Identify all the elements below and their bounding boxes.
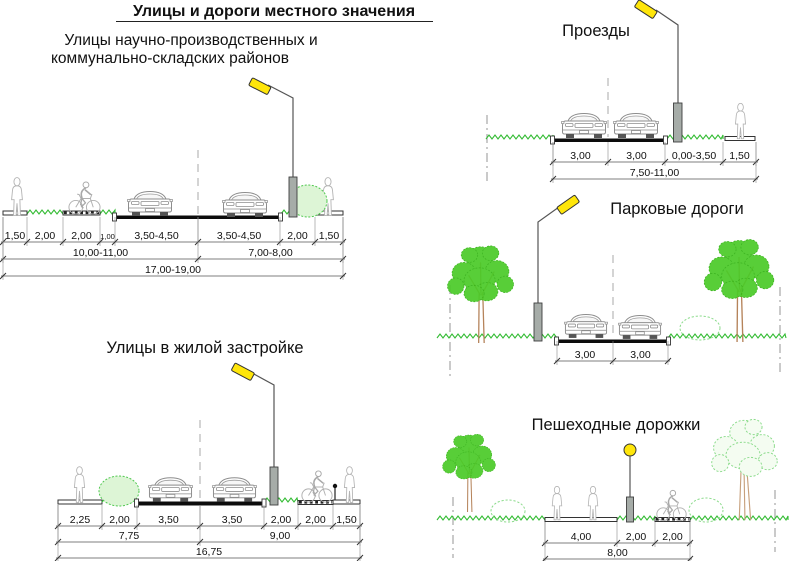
industrial-title-line2: коммунально-складских районов xyxy=(50,50,290,67)
dimension-band xyxy=(550,142,759,166)
car-icon xyxy=(223,193,268,218)
section-pedestrian xyxy=(437,419,788,561)
bush-icon xyxy=(99,476,139,506)
bush-icon xyxy=(680,316,720,340)
curb-post xyxy=(555,337,559,345)
pedestrian-title: Пешеходные дорожки xyxy=(531,416,701,434)
dim-label: 3,00 xyxy=(626,150,647,162)
dimension-band xyxy=(554,341,671,365)
dimension-band xyxy=(542,522,693,547)
road-surface xyxy=(553,139,665,143)
dim-label: 3,00 xyxy=(574,349,596,361)
section-residential xyxy=(55,363,363,561)
dim-label: 3,50-4,50 xyxy=(134,230,179,242)
dim-label: 2,00 xyxy=(34,230,56,242)
person-icon xyxy=(12,178,23,216)
park-title: Парковые дороги xyxy=(610,200,744,218)
dim-label: 0,00-3,50 xyxy=(671,150,717,162)
dim-label: 8,00 xyxy=(607,547,628,559)
car-icon xyxy=(212,478,256,502)
curb-post xyxy=(664,136,668,144)
dim-label: 16,75 xyxy=(195,546,223,558)
dim-label: 3,50 xyxy=(221,514,243,526)
bush-icon xyxy=(689,498,723,522)
curb-post xyxy=(279,213,283,221)
dim-label: 7,00-8,00 xyxy=(248,247,293,259)
dim-label: 2,00 xyxy=(109,514,130,526)
car-icon xyxy=(564,315,607,338)
dimension-band xyxy=(55,505,363,530)
dim-label: 2,00 xyxy=(287,230,308,242)
tree-icon xyxy=(443,434,496,512)
industrial-title-line1: Улицы научно-производственных и xyxy=(64,32,318,49)
dim-label: 2,00 xyxy=(662,531,683,543)
section-park xyxy=(437,195,786,376)
dim-label: 1,50 xyxy=(318,230,340,242)
dim-label: 2,00 xyxy=(270,514,292,526)
person-icon xyxy=(344,467,354,503)
lamppost-icon xyxy=(624,444,636,522)
curb-post xyxy=(135,499,139,507)
tree-icon xyxy=(448,246,514,343)
road-surface xyxy=(137,502,264,506)
driveways-title: Проезды xyxy=(562,22,630,40)
person-icon xyxy=(74,467,84,503)
residential-title: Улицы в жилой застройке xyxy=(106,339,304,357)
car-icon xyxy=(148,478,192,502)
section-industrial xyxy=(0,78,346,280)
dim-label: 3,50 xyxy=(158,514,179,526)
person-icon xyxy=(735,103,745,138)
dim-label: 1,50 xyxy=(336,514,357,526)
dimension-band xyxy=(0,217,346,280)
dim-label: 1,50 xyxy=(729,150,750,162)
car-icon xyxy=(614,114,659,139)
dim-label: 1,50 xyxy=(4,230,26,242)
dim-label: 9,00 xyxy=(269,530,291,542)
curb-post xyxy=(551,136,555,144)
grass-line xyxy=(27,210,63,214)
grass-line xyxy=(264,498,298,502)
dim-label: 2,25 xyxy=(69,514,91,526)
page-title: Улицы и дороги местного значения xyxy=(132,3,416,20)
cyclist-icon xyxy=(657,490,686,520)
dim-label: 3,00 xyxy=(630,349,651,361)
dimension-band xyxy=(0,217,346,246)
road-surface xyxy=(557,340,668,344)
grass-line xyxy=(617,516,655,520)
person-icon xyxy=(588,486,598,519)
cyclist-icon xyxy=(302,471,332,502)
dim-label: 17,00-19,00 xyxy=(144,264,202,276)
person-icon xyxy=(552,486,562,519)
dim-label: 3,00 xyxy=(570,150,591,162)
dim-label: 10,00-11,00 xyxy=(72,247,129,259)
dim-label: 2,00 xyxy=(625,531,647,543)
tree-icon xyxy=(704,240,774,342)
dimension-band xyxy=(550,142,759,183)
car-icon xyxy=(128,192,173,217)
dim-label: 2,00 xyxy=(305,514,326,526)
curb-post xyxy=(667,337,671,345)
curb-post xyxy=(113,213,117,221)
car-icon xyxy=(618,316,661,339)
grass-line xyxy=(486,135,553,139)
dim-label: 4,00 xyxy=(570,531,592,543)
dim-label: 7,75 xyxy=(118,530,140,542)
dim-label: 3,50-4,50 xyxy=(216,230,262,242)
dim-label: 1,00 xyxy=(100,232,115,241)
cyclist-icon xyxy=(69,182,100,214)
dim-label: 2,00 xyxy=(71,230,92,242)
car-icon xyxy=(562,114,607,139)
dim-label: 7,50-11,00 xyxy=(629,167,680,179)
